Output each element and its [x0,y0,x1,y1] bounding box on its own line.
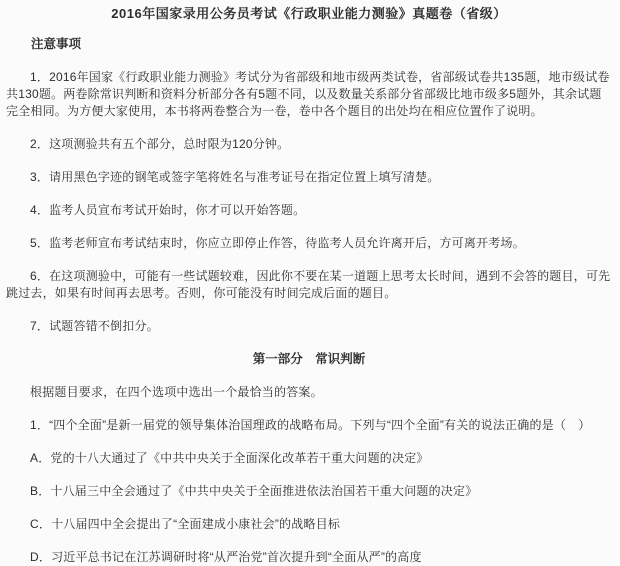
notice-item-7: 7．试题答错不倒扣分。 [30,319,159,333]
question-1: 1．“四个全面”是新一届党的领导集体治国理政的战略布局。下列与“四个全面”有关的说法正确的是（ ） [30,418,591,432]
question-1-option-b: B．十八届三中全会通过了《中共中央关于全面推进依法治国若干重大问题的决定》 [30,484,478,498]
notice-heading: 注意事项 [31,37,82,51]
question-1-option-d: D．习近平总书记在江苏调研时将“从严治党”首次提升到“全面从严”的高度 [30,550,422,564]
page-title: 2016年国家录用公务员考试《行政职业能力测验》真题卷（省级） [111,6,507,21]
section-heading: 第一部分 常识判断 [252,352,366,366]
notice-item-6: 6．在这项测验中，可能有一些试题较难，因此你不要在某一道题上思考太长时间，遇到不会答的题目，可先跳过去，如果有时间再去思考。否则，你可能没有时间完成后面的题目。 [6,269,611,300]
notice-item-4: 4．监考人员宣布考试开始时，你才可以开始答题。 [30,203,306,217]
question-1-option-a: A．党的十八大通过了《中共中央关于全面深化改革若干重大问题的决定》 [30,451,429,465]
notice-item-2: 2．这项测验共有五个部分，总时限为120分钟。 [30,137,290,151]
question-1-option-c: C．十八届四中全会提出了“全面建成小康社会”的战略目标 [30,517,341,531]
section-instruction: 根据题目要求，在四个选项中选出一个最恰当的答案。 [30,385,323,399]
notice-item-5: 5．监考老师宣布考试结束时，你应立即停止作答，待监考人员允许离开后，方可离开考场。 [30,236,525,250]
notice-item-3: 3．请用黑色字迹的钢笔或签字笔将姓名与准考证号在指定位置上填写清楚。 [30,170,440,184]
notice-item-1: 1．2016年国家《行政职业能力测验》考试分为省部级和地市级两类试卷，省部级试卷共135题，地市级试卷共130题。两卷除常识判断和资料分析部分各有5题不同，以及数量关系部分省部级比地市级多5题外，其余试题完全相同。为方便大家使用，本书将两卷整合为一卷，卷中各个题目的出处均在相应位置作了说明。 [6,70,610,118]
